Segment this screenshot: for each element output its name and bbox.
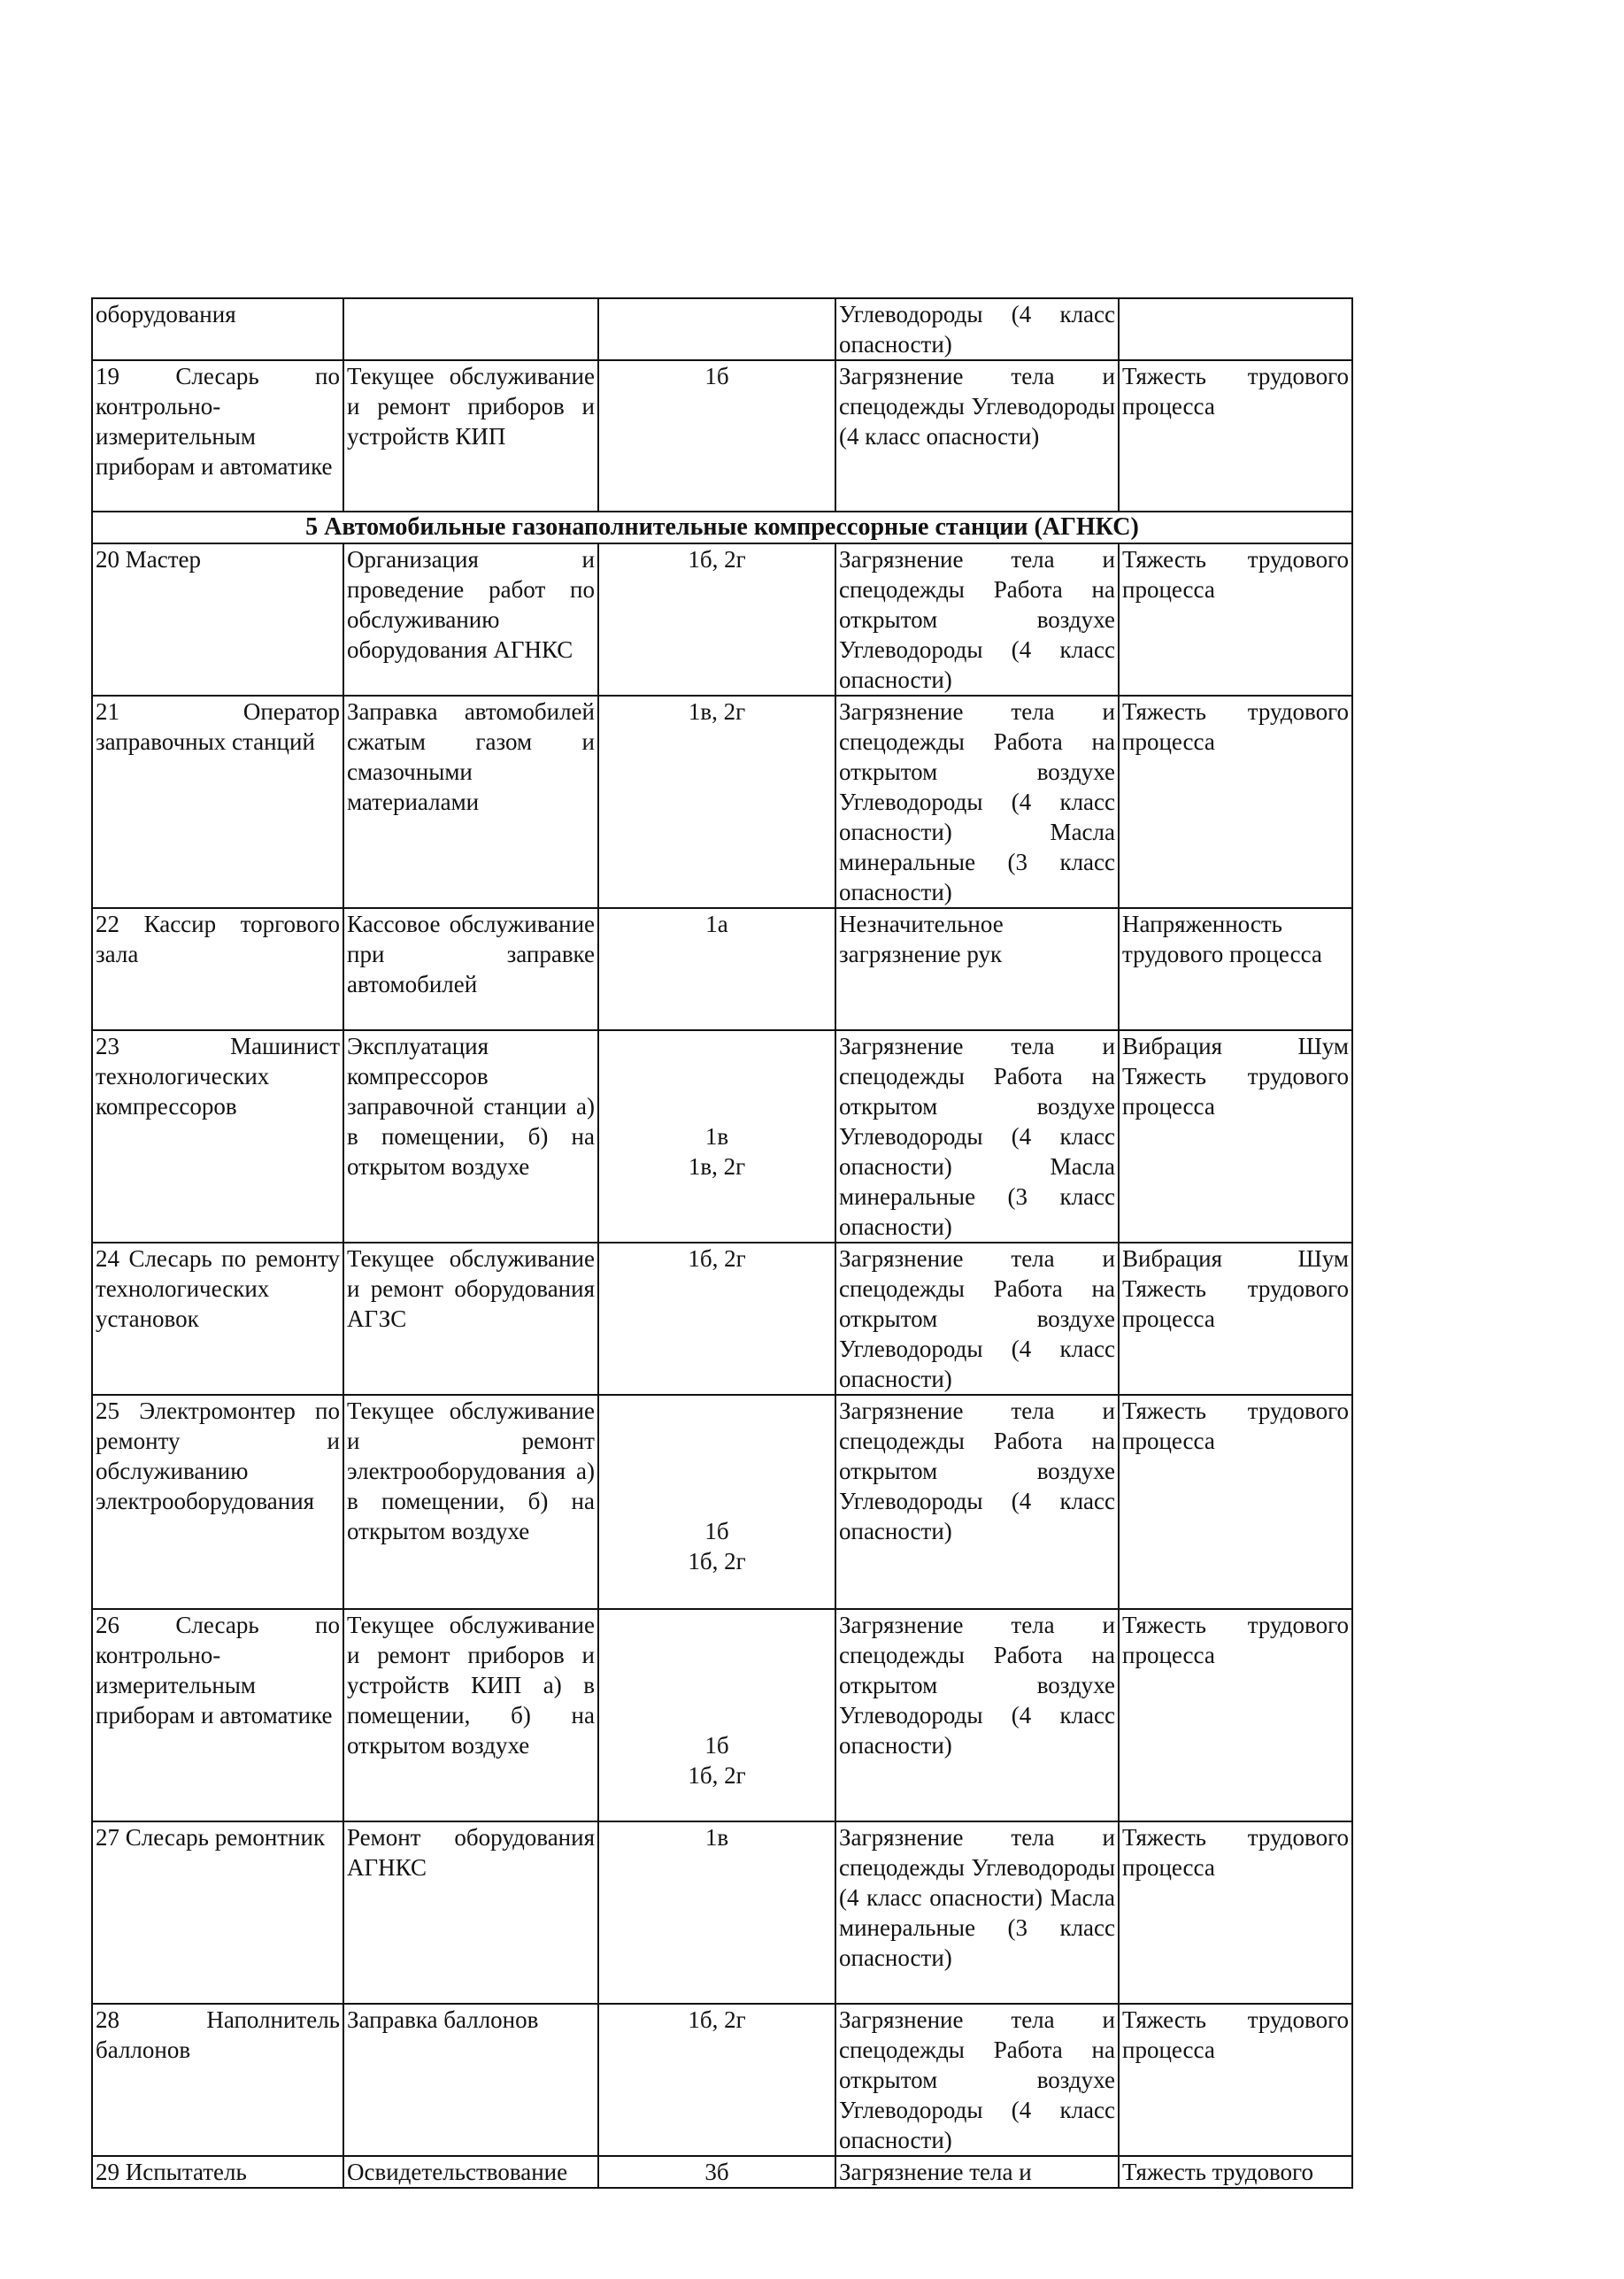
table-row [92,2156,1352,2188]
work-process-cell: Тяжесть трудового процесса [1119,543,1352,696]
work-type-cell [343,298,598,360]
work-process-cell: Вибрация Шум Тяжесть трудового процесса [1119,1030,1352,1243]
work-process-cell: Тяжесть трудового [1119,2156,1352,2188]
category-cell [598,298,835,360]
work-process-cell: Тяжесть трудового процесса [1119,1395,1352,1609]
profession-cell: 27 Слесарь ремонтник [92,1821,343,2004]
section-heading: 5 Автомобильные газонаполнительные компрессорные станции (АГНКС) [92,512,1352,543]
work-type-cell: Кассовое обслуживание при заправке автомобилей [343,908,598,1030]
work-type-cell: Ремонт оборудования АГНКС [343,1821,598,2004]
table-row [92,908,1352,1030]
hazard-factors-cell: Загрязнение тела и спецодежды Работа на открытом воздухе Углеводороды (4 класс опасности) [835,2004,1119,2156]
category-cell [598,908,835,1030]
table-row [92,2004,1352,2156]
category-value: 1в [704,1123,729,1150]
category-value: 1б [704,363,729,389]
profession-cell: 20 Мастер [92,543,343,696]
category-value [602,1610,832,1640]
work-process-cell: Тяжесть трудового процесса [1119,696,1352,908]
category-value: 1б, 2г [688,1245,746,1272]
category-value [602,1456,832,1486]
profession-cell: 21 Оператор заправочных станций [92,696,343,908]
hazard-factors-cell: Загрязнение тела и [835,2156,1119,2188]
category-cell [598,2156,835,2188]
profession-cell: 19 Слесарь по контрольно-измерительным приборам и автоматике [92,360,343,512]
category-cell [598,1243,835,1395]
hazard-factors-cell: Загрязнение тела и спецодежды Работа на открытом воздухе Углеводороды (4 класс опасности) [835,1395,1119,1609]
category-value: 1а [705,911,728,937]
hazard-factors-cell: Загрязнение тела и спецодежды Работа на открытом воздухе Углеводороды (4 класс опасности) [835,543,1119,696]
work-process-cell: Напряженность трудового процесса [1119,908,1352,1030]
category-value: 1в, 2г [688,698,746,725]
profession-cell: 28 Наполнитель баллонов [92,2004,343,2156]
category-value [602,1700,832,1730]
category-cell [598,543,835,696]
category-value: 1б, 2г [688,2006,746,2033]
profession-cell: 23 Машинист технологических компрессоров [92,1030,343,1243]
category-value [602,1031,832,1061]
category-value: 1б, 2г [688,546,746,573]
occupational-hazards-table [91,297,1353,2189]
table-row [92,1243,1352,1395]
work-process-cell: Тяжесть трудового процесса [1119,1821,1352,2004]
category-value: 3б [704,2159,729,2185]
profession-cell: 26 Слесарь по контрольно-измерительным приборам и автоматике [92,1609,343,1821]
category-value: 1б [704,1732,729,1759]
profession-cell: оборудования [92,298,343,360]
work-type-cell: Текущее обслуживание и ремонт электрооборудования а) в помещении, б) на открытом воздухе [343,1395,598,1609]
section-row [92,512,1352,543]
profession-cell: 22 Кассир торгового зала [92,908,343,1030]
work-process-cell [1119,298,1352,360]
work-type-cell: Организация и проведение работ по обслуживанию оборудования АГНКС [343,543,598,696]
category-value [602,1670,832,1700]
work-type-cell: Заправка баллонов [343,2004,598,2156]
table-row [92,543,1352,696]
work-process-cell: Вибрация Шум Тяжесть трудового процесса [1119,1243,1352,1395]
category-cell [598,360,835,512]
category-value: 1б, 2г [688,1762,746,1789]
category-value: 1в [704,1824,729,1851]
category-cell [598,2004,835,2156]
category-value: 1б, 2г [688,1548,746,1575]
category-value [602,1091,832,1121]
category-value [602,1396,832,1426]
category-cell [598,696,835,908]
category-cell [598,1609,835,1821]
hazard-factors-cell: Загрязнение тела и спецодежды Углеводороды (4 класс опасности) [835,360,1119,512]
profession-cell: 24 Слесарь по ремонту технологических установок [92,1243,343,1395]
work-process-cell: Тяжесть трудового процесса [1119,360,1352,512]
table-row [92,360,1352,512]
work-process-cell: Тяжесть трудового процесса [1119,2004,1352,2156]
category-value [602,1426,832,1456]
work-process-cell: Тяжесть трудового процесса [1119,1609,1352,1821]
category-cell [598,1821,835,2004]
hazard-factors-cell: Углеводороды (4 класс опасности) [835,298,1119,360]
hazard-factors-cell: Загрязнение тела и спецодежды Работа на открытом воздухе Углеводороды (4 класс опасности) [835,1243,1119,1395]
hazard-factors-cell: Незначительное загрязнение рук [835,908,1119,1030]
work-type-cell: Освидетельствование [343,2156,598,2188]
hazard-table-page [91,297,1351,2189]
hazard-factors-cell: Загрязнение тела и спецодежды Работа на открытом воздухе Углеводороды (4 класс опасности) Масла минеральные (3 класс опасности) [835,696,1119,908]
profession-cell: 29 Испытатель [92,2156,343,2188]
category-value [602,1061,832,1091]
work-type-cell: Эксплуатация компрессоров заправочной станции а) в помещении, б) на открытом воздухе [343,1030,598,1243]
hazard-factors-cell: Загрязнение тела и спецодежды Работа на открытом воздухе Углеводороды (4 класс опасности) Масла минеральные (3 класс опасности) [835,1030,1119,1243]
table-row [92,1821,1352,2004]
table-row [92,1030,1352,1243]
table-row [92,696,1352,908]
table-row [92,1395,1352,1609]
category-value [602,1640,832,1670]
category-value: 1в, 2г [688,1153,746,1180]
hazard-factors-cell: Загрязнение тела и спецодежды Углеводороды (4 класс опасности) Масла минеральные (3 класс опасности) [835,1821,1119,2004]
category-value: 1б [704,1518,729,1544]
table-row [92,298,1352,360]
category-cell [598,1395,835,1609]
hazard-factors-cell: Загрязнение тела и спецодежды Работа на открытом воздухе Углеводороды (4 класс опасности) [835,1609,1119,1821]
category-value [602,1486,832,1516]
work-type-cell: Текущее обслуживание и ремонт приборов и устройств КИП а) в помещении, б) на открытом воздухе [343,1609,598,1821]
category-cell [598,1030,835,1243]
table-row [92,1609,1352,1821]
work-type-cell: Текущее обслуживание и ремонт приборов и устройств КИП [343,360,598,512]
work-type-cell: Заправка автомобилей сжатым газом и смазочными материалами [343,696,598,908]
profession-cell: 25 Электромонтер по ремонту и обслуживанию электрооборудования [92,1395,343,1609]
work-type-cell: Текущее обслуживание и ремонт оборудования АГЗС [343,1243,598,1395]
